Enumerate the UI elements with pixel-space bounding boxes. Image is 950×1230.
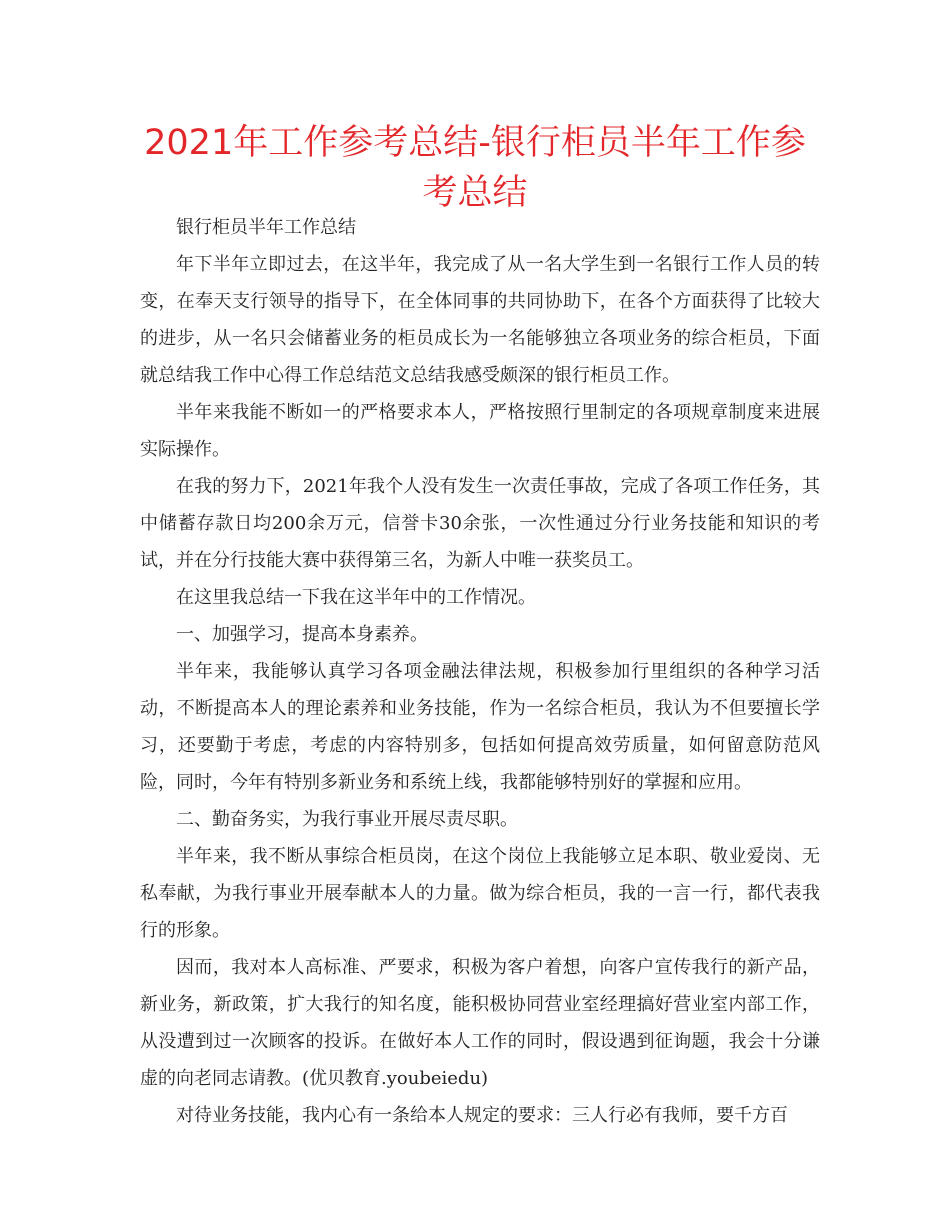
body-paragraph: 半年来我能不断如一的严格要求本人，严格按照行里制定的各项规章制度来进展实际操作。 bbox=[140, 402, 820, 460]
body-paragraph: 年下半年立即过去，在这半年，我完成了从一名大学生到一名银行工作人员的转变，在奉天支行领导的指导下，在全体同事的共同协助下，在各个方面获得了比较大的进步，从一名只会储蓄业务的柜员成长为一名能够独立各项业务的综合柜员，下面就总结我工作中心得工作总结范文总结我感受颇深的银行柜员工作。 bbox=[140, 254, 820, 386]
document-title: 2021年工作参考总结-银行柜员半年工作参考总结 bbox=[144, 123, 806, 213]
section-heading: 银行柜员半年工作总结 bbox=[176, 217, 356, 238]
section-heading: 二、勤奋务实，为我行事业开展尽责尽职。 bbox=[176, 809, 518, 830]
document-body bbox=[140, 209, 820, 1134]
body-paragraph: 因而，我对本人高标准、严要求，积极为客户着想，向客户宣传我行的新产品，新业务，新政策，扩大我行的知名度，能积极协同营业室经理搞好营业室内部工作，从没遭到过一次顾客的投诉。在做好本人工作的同时，假设遇到征询题，我会十分谦虚的向老同志请教。(优贝教育.youbeiedu) bbox=[140, 957, 820, 1089]
section-heading: 一、加强学习，提高本身素养。 bbox=[176, 624, 428, 645]
body-paragraph: 半年来，我不断从事综合柜员岗，在这个岗位上我能够立足本职、敬业爱岗、无私奉献，为我行事业开展奉献本人的力量。做为综合柜员，我的一言一行，都代表我行的形象。 bbox=[140, 846, 820, 941]
body-paragraph: 对待业务技能，我内心有一条给本人规定的要求：三人行必有我师，要千方百 bbox=[176, 1105, 788, 1126]
body-paragraph: 在我的努力下，2021年我个人没有发生一次责任事故，完成了各项工作任务，其中储蓄存款日均200余万元，信誉卡30余张，一次性通过分行业务技能和知识的考试，并在分行技能大赛中获得第三名，为新人中唯一获奖员工。 bbox=[140, 476, 820, 571]
body-paragraph: 在这里我总结一下我在这半年中的工作情况。 bbox=[176, 587, 536, 608]
body-paragraph: 半年来，我能够认真学习各项金融法律法规，积极参加行里组织的各种学习活动，不断提高本人的理论素养和业务技能，作为一名综合柜员，我认为不但要擅长学习，还要勤于考虑，考虑的内容特别多，包括如何提高效劳质量，如何留意防范风险，同时，今年有特别多新业务和系统上线，我都能够特别好的掌握和应用。 bbox=[140, 661, 820, 793]
